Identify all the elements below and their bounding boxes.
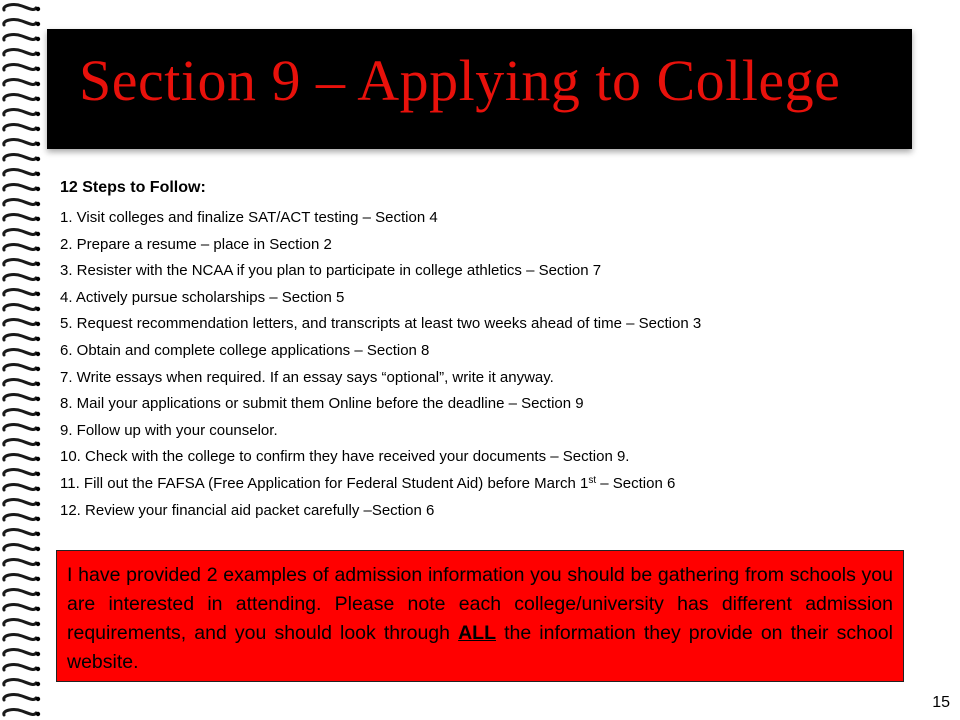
- step-item: 1. Visit colleges and finalize SAT/ACT testing – Section 4: [60, 209, 438, 226]
- step-text: – Section 6: [596, 474, 676, 492]
- note-emphasis: ALL: [458, 622, 496, 644]
- note-text: [67, 561, 893, 677]
- note-text-part: the information they provide on their school website.: [67, 622, 893, 673]
- step-text: 11. Fill out the FAFSA (Free Application for Federal Student Aid) before March 1: [60, 474, 589, 492]
- slide-title: Section 9 – Applying to College: [79, 48, 841, 113]
- step-item: 12. Review your financial aid packet carefully –Section 6: [60, 501, 435, 519]
- step-item: 4. Actively pursue scholarships – Section 5: [60, 288, 345, 306]
- steps-heading: 12 Steps to Follow:: [60, 179, 206, 196]
- steps-list: [60, 176, 920, 525]
- ordinal-suffix: st: [588, 474, 597, 486]
- note-box: [56, 550, 904, 682]
- step-item: 7. Write essays when required. If an essay says “optional”, write it anyway.: [60, 368, 554, 386]
- step-item: 3. Resister with the NCAA if you plan to participate in college athletics – Section 7: [60, 262, 602, 280]
- step-item: 5. Request recommendation letters, and transcripts at least two weeks ahead of time – Section 3: [60, 315, 702, 333]
- step-item: 2. Prepare a resume – place in Section 2: [60, 235, 332, 253]
- step-item: 9. Follow up with your counselor.: [60, 421, 278, 439]
- step-item: 8. Mail your applications or submit them Online before the deadline – Section 9: [60, 395, 584, 413]
- step-item: 6. Obtain and complete college applications – Section 8: [60, 341, 430, 359]
- note-text-part: I have provided 2 examples of admission information you should be gathering from schools you are interested in attending. Please note each college/university has different admission requirements, and you should look through: [67, 564, 893, 644]
- step-item: [60, 472, 920, 499]
- title-bar: [47, 29, 912, 149]
- step-item: 10. Check with the college to confirm they have received your documents – Section 9.: [60, 448, 630, 466]
- spiral-binding-icon: [0, 0, 44, 720]
- page-number: 15: [932, 694, 950, 711]
